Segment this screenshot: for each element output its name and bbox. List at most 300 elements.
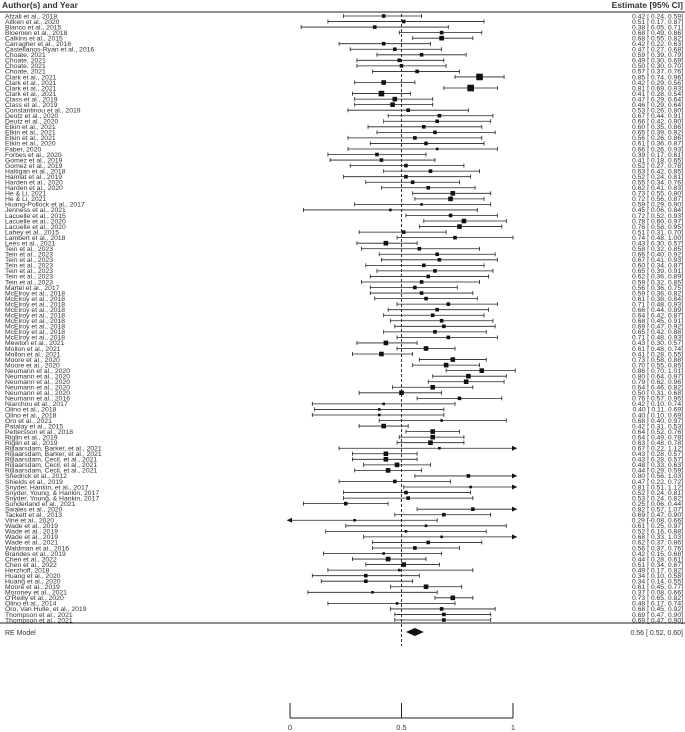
- ci-arrow-right: [512, 446, 517, 451]
- study-ci-text: 0.57 [ 0.37, 0.76]: [631, 68, 683, 76]
- point-estimate: [401, 562, 406, 567]
- study-label: Faber, 2020: [5, 146, 42, 154]
- study-ci-text: 0.79 [ 0.62, 0.96]: [631, 379, 683, 387]
- study-ci-text: 0.68 [ 0.55, 0.82]: [631, 35, 683, 43]
- study-ci-text: 0.69 [ 0.47, 0.90]: [631, 512, 683, 520]
- study-label: Neumann et al., 2020: [5, 390, 70, 398]
- study-ci-text: 0.51 [ 0.34, 0.67]: [631, 561, 683, 569]
- study-label: Tein et al., 2023: [5, 246, 53, 254]
- point-estimate: [375, 153, 379, 157]
- study-row: [5, 157, 683, 164]
- point-estimate: [435, 308, 439, 312]
- point-estimate: [379, 91, 385, 97]
- study-ci-text: 0.72 [ 0.56, 0.87]: [631, 196, 683, 204]
- point-estimate: [442, 613, 446, 617]
- study-ci-text: 0.64 [ 0.46, 0.82]: [631, 384, 683, 392]
- study-ci-text: 0.49 [ 0.30, 0.69]: [631, 57, 683, 65]
- study-row: [5, 335, 683, 342]
- study-label: Afzali et al., 2018: [5, 13, 58, 21]
- study-row: [5, 407, 683, 414]
- study-ci-text: 0.68 [ 0.45, 0.92]: [631, 606, 683, 614]
- point-estimate: [395, 463, 400, 468]
- study-label: Forbes et al., 2020: [5, 151, 62, 159]
- study-row: [5, 429, 683, 436]
- study-ci-text: 0.68 [ 0.40, 0.97]: [631, 417, 683, 425]
- point-estimate: [393, 47, 397, 51]
- study-ci-text: 0.56 [ 0.26, 0.86]: [631, 135, 683, 143]
- study-ci-text: 0.59 [ 0.29, 0.90]: [631, 201, 683, 209]
- study-label: He & Li, 2021: [5, 190, 47, 198]
- study-label: Neumann et al., 2020: [5, 379, 70, 387]
- study-label: Brandes et al., 2019: [5, 550, 66, 558]
- study-ci-text: 0.41 [ 0.28, 0.55]: [631, 351, 683, 359]
- ci-arrow-right: [512, 473, 517, 478]
- point-estimate: [393, 97, 398, 102]
- point-estimate: [406, 108, 410, 112]
- point-estimate: [386, 468, 391, 473]
- point-estimate: [430, 385, 435, 390]
- study-ci-text: 0.39 [ 0.17, 0.61]: [631, 151, 683, 159]
- point-estimate: [415, 70, 419, 74]
- point-estimate: [440, 31, 444, 35]
- study-label: Moore et al., 2020: [5, 356, 60, 364]
- study-label: Tackett et al., 2013: [5, 512, 63, 520]
- study-ci-text: 0.61 [ 0.38, 0.84]: [631, 295, 683, 303]
- study-row: [5, 473, 683, 480]
- study-ci-text: 0.85 [ 0.74, 0.96]: [631, 74, 683, 82]
- study-row: [5, 484, 683, 491]
- study-label: Riglin et al., 2019: [5, 434, 58, 442]
- study-ci-text: 0.61 [ 0.36, 0.87]: [631, 140, 683, 148]
- study-label: He & Li, 2021: [5, 196, 47, 204]
- study-ci-text: 0.56 [ 0.37, 0.76]: [631, 545, 683, 553]
- study-ci-text: 0.66 [ 0.40, 0.92]: [631, 251, 683, 259]
- study-label: Wade et al., 2019: [5, 523, 59, 531]
- point-estimate: [398, 569, 401, 572]
- study-row: [5, 174, 683, 181]
- study-ci-text: 0.76 [ 0.57, 0.95]: [631, 395, 683, 403]
- study-row: [5, 285, 683, 292]
- study-ci-text: 0.59 [ 0.39, 0.79]: [631, 52, 683, 60]
- study-label: Tein et al., 2023: [5, 251, 53, 259]
- study-ci-text: 0.60 [ 0.35, 0.86]: [631, 124, 683, 132]
- study-row: [5, 418, 683, 425]
- point-estimate: [418, 247, 422, 251]
- study-row: [5, 307, 683, 314]
- study-ci-text: 0.58 [ 0.32, 0.85]: [631, 246, 683, 254]
- point-estimate: [479, 368, 484, 373]
- point-estimate: [442, 513, 446, 517]
- study-ci-text: 0.64 [ 0.42, 0.87]: [631, 312, 683, 320]
- study-row: [5, 512, 683, 519]
- study-ci-text: 0.29 [-0.08, 0.66]: [631, 517, 683, 525]
- study-label: Haltigan et al., 2018: [5, 168, 66, 176]
- study-ci-text: 0.42 [ 0.24, 0.59]: [631, 13, 683, 21]
- study-ci-text: 0.48 [ 0.17, 0.74]: [631, 600, 683, 608]
- point-estimate: [382, 552, 385, 555]
- study-ci-text: 0.62 [ 0.37, 0.86]: [631, 539, 683, 547]
- study-row: [5, 529, 683, 536]
- study-label: Wade et al., 2019: [5, 534, 59, 542]
- study-ci-text: 0.44 [ 0.29, 0.59]: [631, 467, 683, 475]
- point-estimate: [439, 36, 444, 41]
- study-row: [5, 567, 683, 574]
- study-ci-text: 0.61 [ 0.25, 0.97]: [631, 523, 683, 531]
- study-ci-text: 0.63 [ 0.42, 0.85]: [631, 168, 683, 176]
- study-ci-text: 0.81 [ 0.51, 1.12]: [631, 484, 683, 492]
- study-ci-text: 0.53 [ 0.26, 0.80]: [631, 107, 683, 115]
- study-label: Etkin et al., 2021: [5, 124, 56, 132]
- study-row: [5, 19, 683, 26]
- study-label: Jenness et al., 2021: [5, 207, 66, 215]
- study-row: [5, 279, 683, 286]
- study-row: [5, 468, 683, 475]
- study-row: [5, 41, 683, 48]
- study-label: Martel et al., 2017: [5, 284, 60, 292]
- study-row: [5, 52, 683, 59]
- study-label: Huang et al., 2020: [5, 578, 61, 586]
- study-label: Constantinou et al., 2019: [5, 107, 81, 115]
- study-row: [5, 351, 683, 358]
- study-ci-text: 0.78 [ 0.60, 0.97]: [631, 218, 683, 226]
- point-estimate: [381, 424, 386, 429]
- point-estimate: [404, 491, 408, 495]
- study-label: Moore et al., 2020: [5, 362, 60, 370]
- point-estimate: [381, 80, 386, 85]
- study-ci-text: 0.64 [ 0.52, 0.76]: [631, 428, 683, 436]
- study-ci-text: 0.42 [ 0.10, 0.74]: [631, 401, 683, 409]
- study-label: Choate, 2021: [5, 68, 46, 76]
- point-estimate: [469, 486, 472, 489]
- study-ci-text: 0.44 [ 0.28, 0.61]: [631, 556, 683, 564]
- study-label: McElroy et al., 2018: [5, 323, 66, 331]
- study-row: [5, 252, 683, 259]
- study-ci-text: 0.67 [ 0.44, 0.91]: [631, 113, 683, 121]
- point-estimate: [413, 546, 417, 550]
- study-row: [5, 595, 683, 602]
- study-label: Waldman et al., 2016: [5, 545, 69, 553]
- study-label: Gomez et al., 2019: [5, 157, 63, 165]
- study-label: Bloemen et al., 2018: [5, 29, 68, 37]
- study-row: [5, 257, 683, 264]
- point-estimate: [425, 524, 428, 527]
- study-row: [5, 540, 683, 547]
- study-rows: [5, 13, 683, 624]
- point-estimate: [429, 169, 433, 173]
- study-row: [5, 296, 683, 303]
- point-estimate: [344, 502, 348, 506]
- study-ci-text: 0.47 [ 0.27, 0.68]: [631, 46, 683, 54]
- study-row: [5, 141, 683, 148]
- ci-arrow-right: [512, 534, 517, 539]
- point-estimate: [471, 507, 475, 511]
- study-row: [5, 368, 683, 375]
- point-estimate: [435, 252, 439, 256]
- study-label: Lacuelle et al., 2015: [5, 212, 66, 220]
- point-estimate: [373, 25, 377, 29]
- study-label: Olino et al., 2018: [5, 406, 57, 414]
- ci-arrow-right: [512, 485, 517, 490]
- study-label: Clark et al., 2021: [5, 90, 57, 98]
- study-label: McElroy et al., 2018: [5, 295, 66, 303]
- point-estimate: [424, 346, 429, 351]
- study-label: Pettersson et al., 2018: [5, 428, 74, 436]
- study-row: [5, 85, 683, 93]
- study-row: [5, 163, 683, 170]
- study-label: Vine et al., 2020: [5, 517, 55, 525]
- study-row: [5, 412, 683, 419]
- point-estimate: [467, 474, 471, 478]
- point-estimate: [450, 596, 455, 601]
- study-label: Deutz et al., 2020: [5, 113, 59, 121]
- study-row: [5, 324, 683, 331]
- study-label: Neumann et al., 2020: [5, 367, 70, 375]
- study-ci-text: 0.68 [ 0.45, 0.91]: [631, 318, 683, 326]
- study-row: [5, 357, 683, 364]
- study-ci-text: 0.34 [ 0.14, 0.55]: [631, 578, 683, 586]
- study-row: [5, 318, 683, 325]
- study-row: [5, 13, 683, 20]
- study-ci-text: 0.42 [ 0.15, 0.68]: [631, 550, 683, 558]
- study-ci-text: 0.62 [ 0.36, 0.89]: [631, 273, 683, 281]
- study-ci-text: 0.66 [ 0.26, 0.93]: [631, 146, 683, 154]
- study-ci-text: 0.69 [ 0.47, 0.90]: [631, 611, 683, 619]
- point-estimate: [404, 175, 408, 179]
- point-estimate: [424, 142, 428, 146]
- study-row: [5, 229, 683, 236]
- study-label: Blanco et al., 2015: [5, 24, 62, 32]
- study-label: McElroy et al., 2018: [5, 318, 66, 326]
- study-row: [5, 218, 683, 225]
- study-row: [5, 108, 683, 115]
- point-estimate: [405, 530, 408, 533]
- study-label: McElroy et al., 2018: [5, 290, 66, 298]
- x-tick-label: 0.5: [396, 723, 407, 732]
- study-label: Deutz et al., 2020: [5, 118, 59, 126]
- study-row: [5, 30, 683, 37]
- study-label: Mollon et al., 2021: [5, 345, 61, 353]
- study-row: [5, 207, 683, 214]
- study-ci-text: 0.65 [ 0.39, 0.92]: [631, 129, 683, 137]
- study-row: [5, 152, 683, 159]
- point-estimate: [458, 397, 462, 401]
- study-row: [5, 24, 683, 31]
- study-ci-text: 0.59 [ 0.36, 0.82]: [631, 290, 683, 298]
- study-ci-text: 0.50 [ 0.30, 0.70]: [631, 63, 683, 71]
- point-estimate: [379, 352, 384, 357]
- study-label: Aitken et al., 2020: [5, 18, 60, 26]
- study-ci-text: 0.61 [ 0.45, 0.77]: [631, 584, 683, 592]
- point-estimate: [440, 536, 443, 539]
- study-label: McElroy et al., 2018: [5, 301, 66, 309]
- study-row: [5, 96, 683, 103]
- study-row: [5, 224, 683, 231]
- study-ci-text: 0.80 [ 0.64, 0.97]: [631, 373, 683, 381]
- study-row: [5, 373, 683, 380]
- study-ci-text: 0.63 [ 0.48, 0.78]: [631, 439, 683, 447]
- study-label: Olino et al., 2018: [5, 412, 57, 420]
- study-row: [5, 401, 683, 408]
- study-label: McElroy et al., 2018: [5, 334, 66, 342]
- study-label: Lacuelle et al., 2020: [5, 223, 66, 231]
- point-estimate: [382, 14, 386, 18]
- study-row: [5, 301, 683, 308]
- study-label: Tein et al., 2023: [5, 279, 53, 287]
- study-ci-text: 0.48 [ 0.33, 0.63]: [631, 462, 683, 470]
- point-estimate: [420, 53, 424, 57]
- point-estimate: [467, 85, 474, 92]
- point-estimate: [424, 297, 428, 301]
- point-estimate: [450, 191, 455, 196]
- point-estimate: [389, 209, 392, 212]
- study-label: Huang-Pollock et al., 2017: [5, 201, 85, 209]
- study-label: Snyder, Hankin, et al., 2017: [5, 484, 89, 492]
- study-ci-text: 0.86 [ 0.70, 1.01]: [631, 367, 683, 375]
- study-label: Etkin et al., 2021: [5, 129, 56, 137]
- study-ci-text: 0.43 [ 0.28, 0.57]: [631, 456, 683, 464]
- study-ci-text: 0.42 [ 0.22, 0.63]: [631, 41, 683, 49]
- study-row: [5, 290, 683, 297]
- study-ci-text: 0.43 [ 0.28, 0.57]: [631, 451, 683, 459]
- study-label: Harden et al., 2020: [5, 179, 63, 187]
- study-label: Tein et al., 2023: [5, 262, 53, 270]
- study-ci-text: 0.59 [ 0.32, 0.85]: [631, 279, 683, 287]
- point-estimate: [436, 148, 439, 151]
- point-estimate: [462, 219, 467, 224]
- study-ci-text: 0.74 [ 0.48, 1.00]: [631, 234, 683, 242]
- study-row: [5, 534, 683, 541]
- point-estimate: [390, 102, 395, 107]
- study-row: [5, 556, 683, 563]
- study-row: [5, 562, 683, 569]
- summary-ci-text: 0.56 [ 0.52, 0.60]: [630, 630, 683, 637]
- study-row: [5, 246, 683, 253]
- study-row: [5, 462, 683, 469]
- point-estimate: [393, 480, 397, 484]
- study-ci-text: 0.70 [ 0.55, 0.85]: [631, 362, 683, 370]
- ci-arrow-right: [512, 507, 517, 512]
- point-estimate: [382, 42, 386, 46]
- study-label: Wade et al., 2021: [5, 539, 59, 547]
- study-row: [5, 451, 683, 458]
- study-label: Moore et al., 2019: [5, 584, 60, 592]
- study-row: [5, 80, 683, 87]
- study-label: Clark et al., 2021: [5, 74, 57, 82]
- study-row: [5, 340, 683, 347]
- study-row: [5, 113, 683, 120]
- study-label: Castellanos-Ryan et al., 2016: [5, 46, 95, 54]
- study-ci-text: 0.37 [ 0.08, 0.66]: [631, 589, 683, 597]
- study-ci-text: 0.52 [ 0.16, 0.88]: [631, 528, 683, 536]
- study-ci-text: 0.52 [ 0.24, 0.81]: [631, 489, 683, 497]
- study-label: Lambert et al., 2018: [5, 234, 66, 242]
- study-label: McElroy et al., 2018: [5, 329, 66, 337]
- study-row: [5, 590, 683, 597]
- point-estimate: [420, 280, 424, 284]
- study-row: [5, 479, 683, 486]
- point-estimate: [431, 313, 435, 317]
- study-ci-text: 0.69 [ 0.47, 0.90]: [631, 617, 683, 625]
- study-label: Chen et al., 2022: [5, 556, 57, 564]
- point-estimate: [448, 197, 453, 202]
- x-axis: [288, 703, 515, 732]
- study-label: Clark et al., 2021: [5, 79, 57, 87]
- study-label: Shedrick et al., 2012: [5, 473, 67, 481]
- summary-label: RE Model: [5, 630, 36, 637]
- study-ci-text: 0.40 [ 0.11, 0.69]: [632, 406, 683, 414]
- study-ci-text: 0.51 [ 0.17, 0.87]: [631, 18, 683, 26]
- point-estimate: [442, 325, 446, 329]
- study-row: [5, 119, 683, 126]
- study-ci-text: 0.41 [ 0.18, 0.65]: [631, 157, 683, 165]
- study-label: Wade et al., 2019: [5, 528, 59, 536]
- header-author-year: Author(s) and Year: [2, 0, 78, 10]
- study-label: Sunderland et al., 2021: [5, 500, 76, 508]
- study-row: [5, 74, 683, 82]
- study-ci-text: 0.45 [ 0.06, 0.84]: [631, 207, 683, 215]
- study-row: [5, 313, 683, 320]
- study-label: Riglin et al., 2019: [5, 439, 58, 447]
- study-row: [5, 501, 683, 508]
- point-estimate: [449, 214, 453, 218]
- point-estimate: [413, 286, 417, 290]
- study-ci-text: 0.47 [ 0.29, 0.64]: [631, 96, 683, 104]
- summary-diamond: [406, 628, 424, 636]
- study-label: Rijlaarsdam, Barker, et al., 2021: [5, 445, 102, 453]
- study-row: [5, 545, 683, 552]
- study-row: [5, 490, 683, 497]
- study-label: Etkin et al., 2021: [5, 135, 56, 143]
- point-estimate: [384, 341, 389, 346]
- study-label: Oro et al., 2021: [5, 417, 52, 425]
- study-ci-text: 0.82 [ 0.57, 1.07]: [631, 506, 683, 514]
- study-ci-text: 0.55 [ 0.34, 0.76]: [631, 179, 683, 187]
- point-estimate: [464, 379, 469, 384]
- study-row: [5, 202, 683, 209]
- point-estimate: [404, 164, 408, 168]
- point-estimate: [353, 519, 356, 522]
- study-row: [5, 124, 683, 131]
- study-row: [5, 235, 683, 242]
- study-label: Tein et al., 2023: [5, 257, 53, 265]
- point-estimate: [438, 258, 442, 262]
- study-ci-text: 0.73 [ 0.58, 0.88]: [631, 356, 683, 364]
- study-ci-text: 0.62 [ 0.41, 0.83]: [631, 185, 683, 193]
- study-label: Snyder, Young, & Hankin, 2017: [5, 495, 100, 503]
- study-row: [5, 518, 683, 525]
- study-label: Clark et al., 2021: [5, 85, 57, 93]
- study-label: Lacuelle et al., 2020: [5, 218, 66, 226]
- point-estimate: [433, 131, 437, 135]
- study-row: [5, 274, 683, 281]
- study-ci-text: 0.46 [ 0.29, 0.64]: [631, 101, 683, 109]
- study-ci-text: 0.43 [ 0.30, 0.57]: [631, 340, 683, 348]
- study-ci-text: 0.68 [ 0.33, 1.03]: [631, 534, 683, 542]
- point-estimate: [413, 136, 417, 140]
- study-ci-text: 0.25 [ 0.06, 0.44]: [631, 500, 683, 508]
- study-row: [5, 63, 683, 70]
- study-label: Neumann et al., 2020: [5, 384, 70, 392]
- study-label: Hamlat et al., 2019: [5, 173, 63, 181]
- study-ci-text: 0.42 [ 0.29, 0.56]: [631, 79, 683, 87]
- study-row: [5, 35, 683, 42]
- study-row: [5, 263, 683, 270]
- point-estimate: [447, 336, 451, 340]
- study-label: Class et al., 2019: [5, 96, 58, 104]
- point-estimate: [378, 408, 381, 411]
- study-row: [5, 362, 683, 369]
- study-label: Swales et al., 2020: [5, 506, 63, 514]
